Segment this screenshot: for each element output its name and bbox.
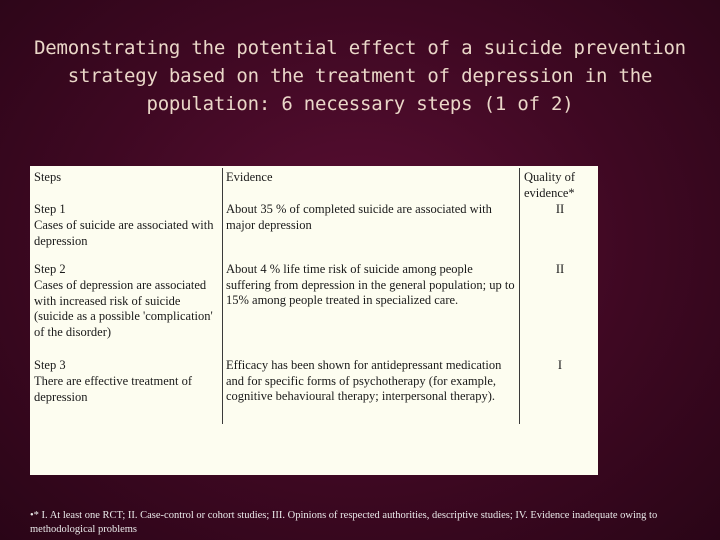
header-evidence: Evidence bbox=[226, 170, 273, 184]
row-3-description: There are effective treatment of depression bbox=[34, 374, 193, 404]
column-divider-1 bbox=[222, 168, 223, 424]
header-steps: Steps bbox=[34, 170, 62, 184]
row-1-evidence: About 35 % of completed suicide are associated with major depression bbox=[226, 202, 492, 232]
footnote: •* I. At least one RCT; II. Case-control or cohort studies; III. Opinions of respected authorities, descriptive studies; IV. Evidence inadequate owing to methodological problems bbox=[30, 510, 658, 535]
row-2-step: Step 2 bbox=[34, 262, 66, 276]
row-3-quality: I bbox=[557, 358, 563, 372]
row-3-evidence: Efficacy has been shown for antidepressant medication and for specific forms of psychotherapy (for example, cognitive behavioural therapy; interpersonal therapy). bbox=[226, 358, 502, 403]
evidence-table bbox=[30, 166, 598, 475]
row-2-evidence: About 4 % life time risk of suicide among people suffering from depression in the general population; up to 15% among people treated in specialized care. bbox=[226, 262, 515, 307]
row-1-description: Cases of suicide are associated with depression bbox=[34, 218, 214, 248]
slide-title: Demonstrating the potential effect of a suicide prevention strategy based on the treatment of depression in the population: 6 necessary steps (1 of 2) bbox=[34, 37, 686, 115]
row-1-quality: II bbox=[555, 202, 565, 216]
row-2-description: Cases of depression are associated with increased risk of suicide (suicide as a possible 'complication' of the disorder) bbox=[34, 278, 213, 339]
row-2-quality: II bbox=[555, 262, 565, 276]
column-divider-2 bbox=[519, 168, 520, 424]
header-quality: Quality of evidence* bbox=[524, 170, 576, 200]
row-1-step: Step 1 bbox=[34, 202, 66, 216]
row-3-step: Step 3 bbox=[34, 358, 66, 372]
